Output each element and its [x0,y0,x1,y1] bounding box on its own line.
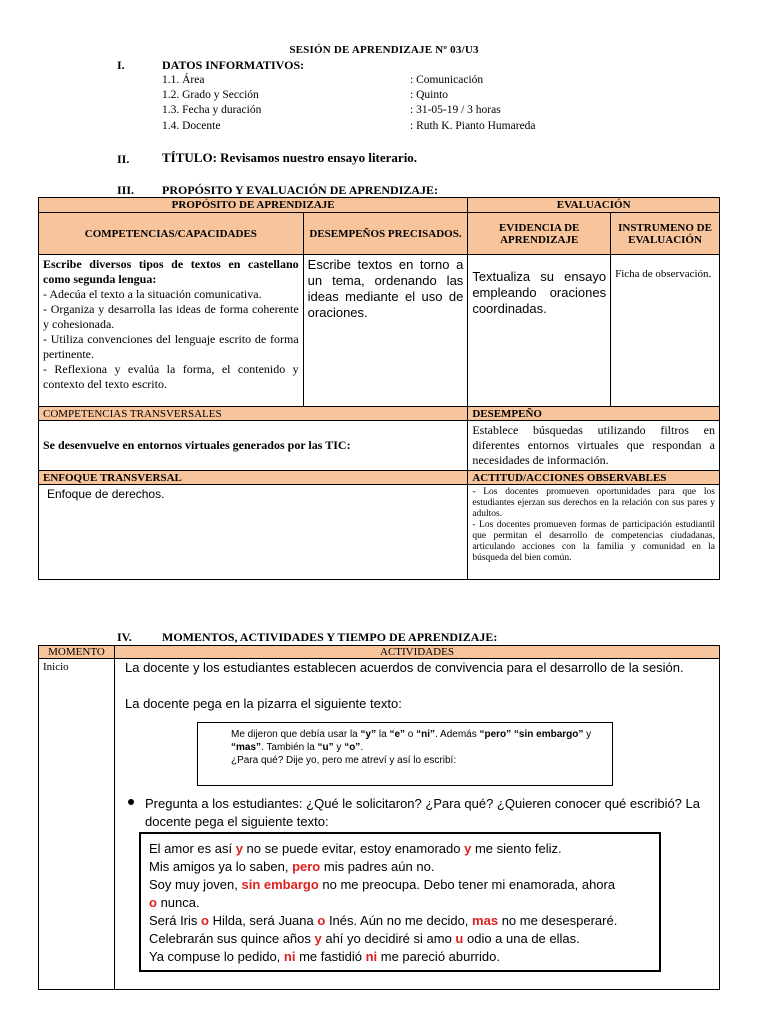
info-docente-label: 1.4. Docente [162,120,221,132]
poem-line: Celebrarán sus quince años y ahí yo decidiré si amo u odio a una de ellas. [149,931,580,946]
info-grado-value: : Quinto [410,89,449,101]
section-4-heading: MOMENTOS, ACTIVIDADES Y TIEMPO DE APRENDIZAJE: [162,630,498,644]
section-3-number: III. [117,183,135,197]
header-proposito: PROPÓSITO DE APRENDIZAJE [39,198,468,213]
header-desempeno: DESEMPEÑO [468,407,720,421]
section-2-number: II. [117,152,130,166]
document-title: SESIÓN DE APRENDIZAJE Nº 03/U3 [289,44,479,56]
bullet-question: Pregunta a los estudiantes: ¿Qué le solicitaron? ¿Para qué? ¿Quieren conocer qué escribió? La docente pega el siguiente texto: [145,796,700,829]
purpose-evaluation-table [38,197,720,580]
session-title [162,150,417,166]
instrumento-cell: Ficha de observación. [611,255,720,407]
section-2-heading: TÍTULO: [162,150,217,165]
capacidad-item: - Reflexiona y evalúa la forma, el contenido y contexto del texto escrito. [43,362,299,391]
momento-inicio: Inicio [39,659,115,990]
info-fecha-label: 1.3. Fecha y duración [162,104,262,116]
info-grado-label: 1.2. Grado y Sección [162,89,259,101]
info-fecha-value: : 31-05-19 / 3 horas [410,104,501,116]
poem-line: El amor es así y no se puede evitar, estoy enamorado y me siento feliz. [149,841,562,856]
header-evaluacion: EVALUACIÓN [468,198,720,213]
quote-line-2: ¿Para qué? Dije yo, pero me atreví y así lo escribí: [231,755,457,766]
activity-paragraph: La docente pega en la pizarra el siguiente texto: [125,696,402,711]
competencia-transversal: Se desenvuelve en entornos virtuales generados por las TIC: [39,421,468,471]
header-desempenos: DESEMPEÑOS PRECISADOS. [303,213,468,255]
poem-line: Soy muy joven, sin embargo no me preocupa. Debo tener mi enamorada, ahora [149,877,616,892]
header-evidencia: EVIDENCIA DE APRENDIZAJE [468,213,611,255]
section-1-number: I. [117,58,125,72]
bullet-icon [128,799,134,805]
actitud-item: - Los docentes promueven formas de participación estudiantil que permitan el desarrollo de competencias ciudadanas, articulando acciones con la familia y comunidad en la búsqueda del bien común. [472,520,715,563]
activity-paragraph: La docente y los estudiantes establecen acuerdos de convivencia para el desarrollo de la sesión. [125,660,684,675]
header-instrumento: INSTRUMENO DE EVALUACIÓN [611,213,720,255]
actitud-item: - Los docentes promueven oportunidades para que los estudiantes ejerzan sus derechos en la relación con sus pares y adultos. [472,487,715,519]
poem-line: o nunca. [149,895,200,910]
info-area-value: : Comunicación [410,74,484,86]
quote-line-1: Me dijeron que debía usar la “y” la “e” o “ni”. Además “pero” “sin embargo” y “mas”. También la “u” y “o”. [231,729,592,753]
evidencia-cell: Textualiza su ensayo empleando oraciones coordinadas. [468,255,611,407]
header-actitud: ACTITUD/ACCIONES OBSERVABLES [468,471,720,485]
header-actividades: ACTIVIDADES [114,646,719,659]
info-area-label: 1.1. Área [162,74,205,86]
capacidad-item: - Adecúa el texto a la situación comunicativa. [43,287,262,301]
enfoque-cell: Enfoque de derechos. [39,485,468,580]
info-docente-value: : Ruth K. Pianto Humareda [410,120,536,132]
poem-line: Será Iris o Hilda, será Juana o Inés. Aún no me decido, mas no me desesperaré. [149,913,618,928]
competencia-title: Escribe diversos tipos de textos en castellano como segunda lengua: [43,257,299,286]
poem-line: Ya compuse lo pedido, ni me fastidió ni me pareció aburrido. [149,949,500,964]
desempeno-transversal: Establece búsquedas utilizando filtros en diferentes entornos virtuales que respondan a necesidades de información. [468,421,720,471]
poem-box [139,832,661,972]
poem-line: Mis amigos ya lo saben, pero mis padres aún no. [149,859,435,874]
header-momento: MOMENTO [39,646,115,659]
actitud-cell [468,485,720,580]
header-enfoque: ENFOQUE TRANSVERSAL [39,471,468,485]
header-competencias: COMPETENCIAS/CAPACIDADES [39,213,304,255]
header-competencias-transversales: COMPETENCIAS TRANSVERSALES [39,407,468,421]
competencias-cell [39,255,304,407]
capacidad-item: - Organiza y desarrolla las ideas de forma coherente y cohesionada. [43,302,299,331]
section-3-heading: PROPÓSITO Y EVALUACIÓN DE APRENDIZAJE: [162,183,439,197]
section-4-number: IV. [117,630,132,644]
capacidad-item: - Utiliza convenciones del lenguaje escrito de forma pertinente. [43,332,299,361]
quote-box [197,722,613,786]
section-1-heading: DATOS INFORMATIVOS: [162,58,305,72]
session-title-value: Revisamos nuestro ensayo literario. [220,150,418,165]
desempeno-cell: Escribe textos en torno a un tema, ordenando las ideas mediante el uso de oraciones. [303,255,468,407]
